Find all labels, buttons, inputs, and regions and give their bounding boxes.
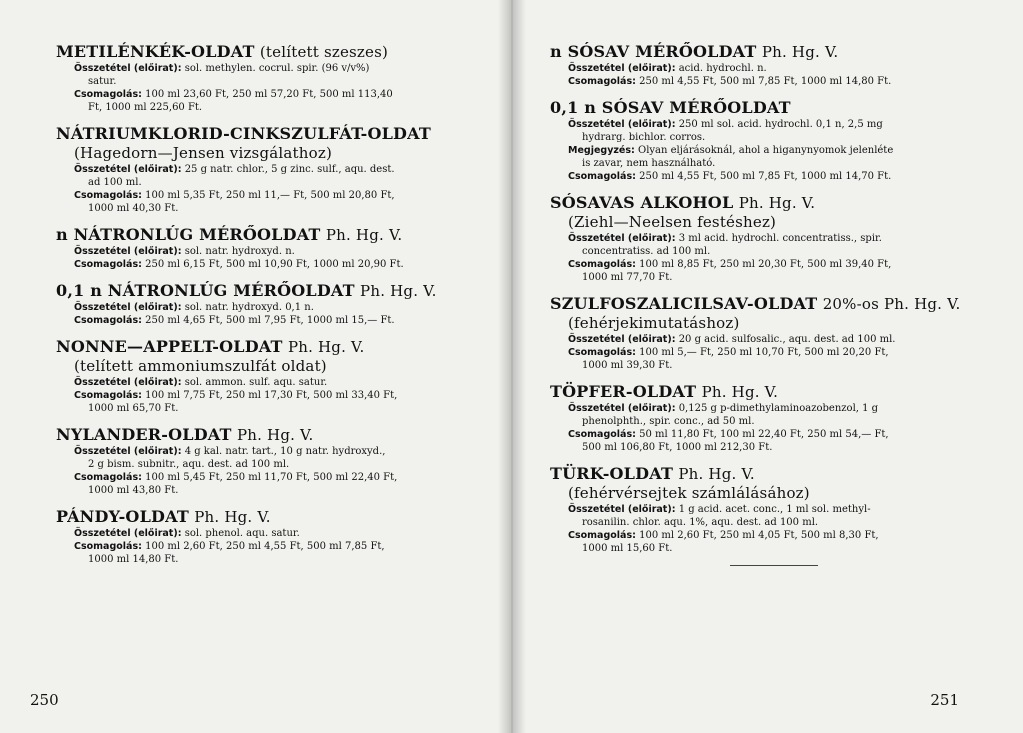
entry-title-name: n NÁTRONLÚG MÉRŐOLDAT — [56, 225, 321, 244]
book-spine-shadow — [498, 0, 526, 733]
entry-detail-line — [56, 163, 498, 189]
entry-detail-label: Összetétel (előirat): — [74, 377, 182, 388]
entry-detail-continuation: 1000 ml 15,60 Ft. — [582, 543, 673, 554]
entry-detail-label: Összetétel (előirat): — [568, 504, 676, 515]
reagent-entry — [56, 225, 498, 271]
entry-detail-text: 100 ml 2,60 Ft, 250 ml 4,55 Ft, 500 ml 7,85 Ft, — [145, 541, 385, 552]
entry-detail-label: Csomagolás: — [568, 347, 636, 358]
entry-title-name: METILÉNKÉK-OLDAT — [56, 42, 255, 61]
entry-detail-line — [56, 471, 498, 497]
entry-detail-continuation: 1000 ml 39,30 Ft. — [582, 360, 673, 371]
entry-title-name: SZULFOSZALICILSAV-OLDAT — [550, 294, 818, 313]
reagent-entry — [550, 193, 1005, 284]
entry-title-name: NONNE—APPELT-OLDAT — [56, 337, 283, 356]
entry-detail-text: sol. natr. hydroxyd. n. — [184, 246, 295, 257]
entry-detail-text: 3 ml acid. hydrochl. concentratiss., spir. — [678, 233, 882, 244]
entry-detail-text: sol. methylen. cocrul. spir. (96 v/v%) — [184, 63, 370, 74]
entry-detail-line — [550, 529, 1005, 555]
entry-detail-label: Csomagolás: — [74, 89, 142, 100]
reagent-entry — [56, 281, 498, 327]
entry-detail-line — [550, 170, 1005, 183]
entry-detail-line — [56, 445, 498, 471]
entry-detail-text: 100 ml 23,60 Ft, 250 ml 57,20 Ft, 500 ml 113,40 — [145, 89, 393, 100]
entry-title-name: PÁNDY-OLDAT — [56, 507, 189, 526]
entry-detail-text: 100 ml 8,85 Ft, 250 ml 20,30 Ft, 500 ml 39,40 Ft, — [639, 259, 892, 270]
entry-detail-label: Összetétel (előirat): — [568, 403, 676, 414]
entry-detail-label: Megjegyzés: — [568, 145, 635, 156]
entry-detail-line — [56, 62, 498, 88]
entry-title — [56, 42, 498, 62]
entry-detail-label: Összetétel (előirat): — [74, 63, 182, 74]
reagent-entry — [56, 337, 498, 415]
entry-detail-text: 250 ml 4,55 Ft, 500 ml 7,85 Ft, 1000 ml 14,70 Ft. — [639, 171, 892, 182]
entry-detail-line — [550, 503, 1005, 529]
reagent-entry — [550, 382, 1005, 454]
entry-subtitle: (Ziehl—Neelsen festéshez) — [568, 213, 777, 231]
entry-title-rest: Ph. Hg. V. — [325, 226, 403, 244]
entry-detail-continuation: 2 g bism. subnitr., aqu. dest. ad 100 ml. — [88, 459, 290, 470]
entry-title — [550, 42, 1005, 62]
entry-title-rest: Ph. Hg. V. — [236, 426, 314, 444]
entry-detail-line — [550, 333, 1005, 346]
entry-detail-continuation: Ft, 1000 ml 225,60 Ft. — [88, 102, 203, 113]
entry-title-name: n SÓSAV MÉRŐOLDAT — [550, 42, 757, 61]
entry-detail-line — [56, 301, 498, 314]
entry-detail-label: Összetétel (előirat): — [74, 446, 182, 457]
entry-detail-label: Összetétel (előirat): — [74, 246, 182, 257]
entry-detail-label: Csomagolás: — [568, 530, 636, 541]
entry-detail-continuation: 500 ml 106,80 Ft, 1000 ml 212,30 Ft. — [582, 442, 773, 453]
entry-title-name: SÓSAVAS ALKOHOL — [550, 193, 734, 212]
reagent-entry — [550, 42, 1005, 88]
right-page — [512, 0, 1023, 733]
entry-detail-text: 250 ml sol. acid. hydrochl. 0,1 n, 2,5 mg — [678, 119, 883, 130]
reagent-entry — [56, 42, 498, 114]
entry-title — [550, 382, 1005, 402]
entry-detail-label: Csomagolás: — [74, 259, 142, 270]
entry-title-rest: Ph. Hg. V. — [194, 508, 271, 526]
entry-detail-label: Összetétel (előirat): — [74, 164, 182, 175]
entry-detail-label: Csomagolás: — [74, 190, 142, 201]
entry-detail-continuation: phenolphth., spir. conc., ad 50 ml. — [582, 416, 755, 427]
entry-detail-label: Összetétel (előirat): — [568, 63, 676, 74]
entry-detail-continuation: satur. — [88, 76, 117, 87]
entry-title-rest: Ph. Hg. V. — [701, 383, 779, 401]
entry-title-name: 0,1 n NÁTRONLÚG MÉRŐOLDAT — [56, 281, 355, 300]
entry-detail-label: Csomagolás: — [568, 259, 636, 270]
entry-detail-line — [56, 376, 498, 389]
entry-detail-label: Összetétel (előirat): — [568, 233, 676, 244]
entry-detail-text: 100 ml 7,75 Ft, 250 ml 17,30 Ft, 500 ml 33,40 Ft, — [145, 390, 398, 401]
entry-detail-text: sol. natr. hydroxyd. 0,1 n. — [184, 302, 314, 313]
entry-detail-continuation: concentratiss. ad 100 ml. — [582, 246, 711, 257]
entry-detail-label: Csomagolás: — [568, 171, 636, 182]
entry-detail-text: 4 g kal. natr. tart., 10 g natr. hydroxyd., — [184, 446, 386, 457]
reagent-entry — [550, 98, 1005, 183]
entry-title-name: TÖPFER-OLDAT — [550, 382, 697, 401]
entry-title — [550, 464, 1005, 503]
entry-title — [56, 281, 498, 301]
entry-title-rest: Ph. Hg. V. — [761, 43, 839, 61]
entry-detail-line — [550, 118, 1005, 144]
entry-detail-text: sol. phenol. aqu. satur. — [184, 528, 300, 539]
entry-subtitle: (fehérjekimutatáshoz) — [568, 314, 740, 332]
entry-detail-text: 20 g acid. sulfosalic., aqu. dest. ad 100 ml. — [678, 334, 896, 345]
entry-detail-text: 100 ml 5,45 Ft, 250 ml 11,70 Ft, 500 ml 22,40 Ft, — [145, 472, 398, 483]
entry-detail-continuation: 1000 ml 77,70 Ft. — [582, 272, 673, 283]
reagent-entry — [56, 425, 498, 497]
entry-detail-label: Összetétel (előirat): — [568, 119, 676, 130]
entry-title — [56, 124, 498, 163]
entry-detail-line — [550, 62, 1005, 75]
reagent-entry — [550, 294, 1005, 372]
entry-title — [56, 337, 498, 376]
entry-detail-label: Csomagolás: — [568, 429, 636, 440]
entry-detail-continuation: 1000 ml 65,70 Ft. — [88, 403, 179, 414]
reagent-entry — [56, 507, 498, 566]
entry-title-rest: Ph. Hg. V. — [360, 282, 437, 300]
entry-detail-label: Összetétel (előirat): — [74, 302, 182, 313]
entry-detail-label: Csomagolás: — [74, 390, 142, 401]
entry-detail-text: 100 ml 5,— Ft, 250 ml 10,70 Ft, 500 ml 20,20 Ft, — [639, 347, 889, 358]
entry-detail-line — [56, 258, 498, 271]
entry-detail-continuation: is zavar, nem használható. — [582, 158, 716, 169]
entry-detail-text: 0,125 g p-dimethylaminoazobenzol, 1 g — [678, 403, 879, 414]
entry-title-rest: Ph. Hg. V. — [678, 465, 755, 483]
entry-detail-text: 250 ml 6,15 Ft, 500 ml 10,90 Ft, 1000 ml 20,90 Ft. — [145, 259, 404, 270]
entry-detail-line — [56, 88, 498, 114]
reagent-entry — [550, 464, 1005, 555]
entry-title-name: 0,1 n SÓSAV MÉRŐOLDAT — [550, 98, 791, 117]
entry-detail-text: 100 ml 5,35 Ft, 250 ml 11,— Ft, 500 ml 20,80 Ft, — [145, 190, 395, 201]
entry-detail-continuation: hydrarg. bichlor. corros. — [582, 132, 706, 143]
page-number-right: 251 — [930, 691, 959, 709]
left-entries — [56, 42, 498, 566]
entry-detail-label: Csomagolás: — [74, 472, 142, 483]
entry-title-rest: Ph. Hg. V. — [738, 194, 816, 212]
entry-detail-line — [550, 144, 1005, 170]
entry-detail-line — [56, 245, 498, 258]
entry-title-rest: (telített szeszes) — [259, 43, 389, 61]
entry-title-name: NÁTRIUMKLORID-CINKSZULFÁT-OLDAT — [56, 124, 431, 143]
entry-title-name: TÜRK-OLDAT — [550, 464, 674, 483]
entry-title-rest: Ph. Hg. V. — [287, 338, 365, 356]
entry-detail-line — [56, 540, 498, 566]
entry-detail-continuation: 1000 ml 40,30 Ft. — [88, 203, 179, 214]
reagent-entry — [56, 124, 498, 215]
entry-title — [56, 507, 498, 527]
entry-subtitle: (telített ammoniumszulfát oldat) — [74, 357, 327, 375]
entry-detail-text: sol. ammon. sulf. aqu. satur. — [184, 377, 328, 388]
entry-title — [550, 294, 1005, 333]
entry-detail-line — [550, 75, 1005, 88]
entry-detail-line — [550, 346, 1005, 372]
entry-title — [550, 193, 1005, 232]
entry-detail-line — [56, 189, 498, 215]
entry-detail-continuation: 1000 ml 43,80 Ft. — [88, 485, 179, 496]
entry-detail-label: Csomagolás: — [568, 76, 636, 87]
entry-title — [56, 225, 498, 245]
entry-detail-label: Csomagolás: — [74, 541, 142, 552]
entry-subtitle: (Hagedorn—Jensen vizsgálathoz) — [74, 144, 333, 162]
entry-title — [56, 425, 498, 445]
entry-detail-text: acid. hydrochl. n. — [678, 63, 767, 74]
entry-detail-line — [56, 527, 498, 540]
entry-detail-line — [56, 389, 498, 415]
entry-detail-text: 25 g natr. chlor., 5 g zinc. sulf., aqu. dest. — [184, 164, 395, 175]
entry-detail-text: 1 g acid. acet. conc., 1 ml sol. methyl- — [678, 504, 871, 515]
right-entries — [550, 42, 1005, 555]
entry-detail-text: 100 ml 2,60 Ft, 250 ml 4,05 Ft, 500 ml 8,30 Ft, — [639, 530, 879, 541]
entry-detail-line — [550, 402, 1005, 428]
entry-detail-continuation: ad 100 ml. — [88, 177, 142, 188]
end-rule — [730, 565, 818, 566]
entry-detail-continuation: 1000 ml 14,80 Ft. — [88, 554, 179, 565]
entry-detail-line — [550, 258, 1005, 284]
entry-subtitle: (fehérvérsejtek számlálásához) — [568, 484, 810, 502]
entry-title-rest: 20%-os Ph. Hg. V. — [822, 295, 961, 313]
entry-detail-label: Csomagolás: — [74, 315, 142, 326]
entry-detail-continuation: rosanilin. chlor. aqu. 1%, aqu. dest. ad 100 ml. — [582, 517, 819, 528]
entry-title — [550, 98, 1005, 118]
entry-detail-text: 250 ml 4,55 Ft, 500 ml 7,85 Ft, 1000 ml 14,80 Ft. — [639, 76, 892, 87]
page-number-left: 250 — [30, 691, 59, 709]
entry-detail-label: Összetétel (előirat): — [74, 528, 182, 539]
entry-detail-line — [550, 232, 1005, 258]
entry-detail-line — [56, 314, 498, 327]
entry-detail-text: Olyan eljárásoknál, ahol a higanynyomok jelenléte — [638, 145, 894, 156]
entry-detail-text: 250 ml 4,65 Ft, 500 ml 7,95 Ft, 1000 ml 15,— Ft. — [145, 315, 395, 326]
entry-detail-text: 50 ml 11,80 Ft, 100 ml 22,40 Ft, 250 ml 54,— Ft, — [639, 429, 889, 440]
entry-detail-label: Összetétel (előirat): — [568, 334, 676, 345]
entry-title-name: NYLANDER-OLDAT — [56, 425, 232, 444]
entry-detail-line — [550, 428, 1005, 454]
